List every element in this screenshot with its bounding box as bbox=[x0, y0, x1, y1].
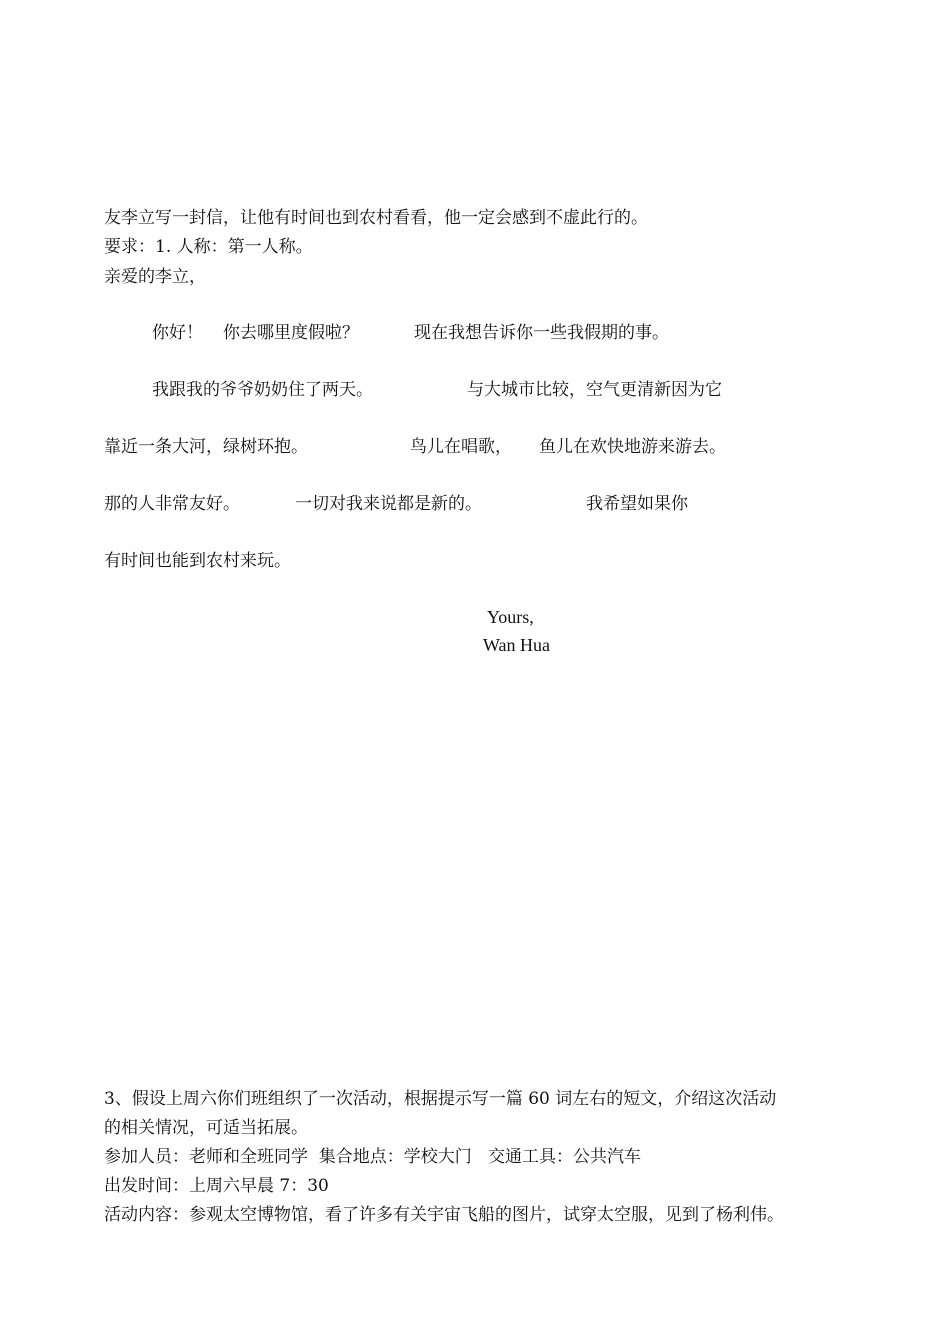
letter-line-3 bbox=[0, 435, 950, 459]
letter-signature: Wan Hua bbox=[483, 635, 551, 655]
letter-line-4 bbox=[0, 492, 950, 516]
task3-departure: 出发时间：上周六早晨 7：30 bbox=[104, 1176, 329, 1196]
task3-content: 活动内容：参观太空博物馆，看了许多有关宇宙飞船的图片，试穿太空服，见到了杨利伟。 bbox=[104, 1205, 784, 1225]
task3-prompt-line-2: 的相关情况，可适当拓展。 bbox=[104, 1118, 308, 1138]
task3-prompt-line-1: 3、假设上周六你们班组织了一次活动，根据提示写一篇 60 词左右的短文，介绍这次活动 bbox=[104, 1089, 777, 1109]
letter-line-5: 有时间也能到农村来玩。 bbox=[104, 551, 291, 571]
letter-phrase: 靠近一条大河，绿树环抱。 bbox=[104, 437, 308, 457]
letter-phrase: 鸟儿在唱歌， bbox=[410, 437, 512, 457]
letter-phrase: 现在我想告诉你一些我假期的事。 bbox=[414, 323, 669, 343]
task3-participants: 参加人员：老师和全班同学 集合地点：学校大门 交通工具：公共汽车 bbox=[104, 1147, 642, 1167]
letter-phrase: 与大城市比较，空气更清新因为它 bbox=[467, 380, 722, 400]
task-requirement: 要求：1. 人称：第一人称。 bbox=[104, 237, 313, 257]
letter-phrase: 那的人非常友好。 bbox=[104, 494, 240, 514]
letter-phrase: 鱼儿在欢快地游来游去。 bbox=[539, 437, 726, 457]
letter-phrase: 我跟我的爷爷奶奶住了两天。 bbox=[152, 380, 373, 400]
task-intro-tail: 友李立写一封信，让他有时间也到农村看看，他一定会感到不虚此行的。 bbox=[104, 208, 648, 228]
letter-phrase: 我希望如果你 bbox=[586, 494, 688, 514]
letter-phrase: 你好！ bbox=[152, 323, 203, 343]
letter-closing: Yours, bbox=[487, 607, 534, 627]
letter-phrase: 一切对我来说都是新的。 bbox=[295, 494, 482, 514]
letter-phrase: 你去哪里度假啦？ bbox=[223, 323, 359, 343]
letter-salutation: 亲爱的李立， bbox=[104, 267, 206, 287]
letter-line-1 bbox=[0, 321, 950, 345]
letter-line-2 bbox=[0, 378, 950, 402]
